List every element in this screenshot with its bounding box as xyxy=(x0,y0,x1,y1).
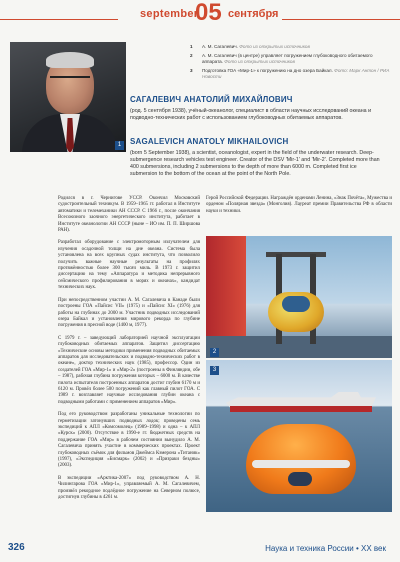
caption-source: Фото: Марк Антон / РИА Новости xyxy=(202,68,390,79)
header-rule-left xyxy=(0,19,118,20)
page-footer xyxy=(0,540,400,562)
portrait-photo xyxy=(10,42,126,152)
caption-number: 3 xyxy=(190,68,193,73)
header-rule-right xyxy=(282,19,400,20)
body-paragraph: Герой Российской Федерации. Награждён орденами Ленина, «Знак Почёта», Мужества и орденом «Полярная звезда» (Монголия). Лауреат премии Правительства РФ в области науки и техники. xyxy=(206,196,392,214)
person-bio-en: (born 5 September 1938), a scientist, oceanologist, expert in the field of the underwater research. Deep-submergence research vehicles test engineer. Creator of the DSV 'Mir-1' and 'Mir-2'. Completed more than 400 submersions, including 2 submersions to the depth of more than 6000 m. Completed first ice submersion to the bottom of the ocean at the point of the North Pole. xyxy=(130,150,380,177)
body-paragraph: В экспедиции «Арктика-2007» под руководством А. Н. Чилингарова ГОА «Мир-1», управляемый А. М. Сагалевичем, произвёл рекордное подлёдное погружение на Северном полюсе, достигнув глубины в 4261 м. xyxy=(58,475,200,501)
photo-submersible-launch xyxy=(206,236,392,358)
caption-source: Фото из открытых источников xyxy=(239,44,310,49)
body-paragraph: Родился в г. Чернигове УССР. Окончил Московский судостроительный техникум. В 1959–1965 гг. работал в Институте автоматики и телемеханики АН СССР. С 1966 г., после окончания Всесоюзного заочного энергетического института, работает в Институте океанологии АН СССР (ныне – ИО им. П. П. Ширшова РАН). xyxy=(58,196,200,234)
body-paragraph: Разработал оборудование с электромоторным излучателем для изучения осадочной толщи на дне океана. Система была установлена на всех крупных судах института, что позволило получить важные научные результаты на профилях протяжённостью более 300 тысяч миль. В 1973 г. защитил диссертацию на тему «Аппаратура и методика непрерывного сейсмического профилирования в морях и океанах», кандидат технических наук. xyxy=(58,240,200,291)
photo-submersible-baikal xyxy=(206,360,392,512)
person-bio-ru: (род. 5 сентября 1938), учёный-океанолог, специалист в области научных исследований океана и подводно-технических работ с использованием глубоководных обитаемых аппаратов. xyxy=(130,108,372,121)
caption-source: Фото из открытых источников xyxy=(224,59,295,64)
caption-number: 2 xyxy=(190,53,193,58)
caption-text: А. М. Сагалевич (в центре) управляет погружением глубоководного обитаемого аппарата. xyxy=(202,53,373,64)
header-month-en: september xyxy=(140,8,199,20)
body-column-right xyxy=(206,196,392,221)
photo-number-1: 1 xyxy=(115,141,124,150)
page-number: 326 xyxy=(8,542,25,553)
caption-number: 1 xyxy=(190,44,193,49)
body-column-left xyxy=(58,196,200,507)
caption-text: А. М. Сагалевич. xyxy=(202,44,240,49)
body-paragraph: С 1979 г. – заведующий лабораторией научной эксплуатации глубоководных обитаемых аппаратов. Защитил диссертацию «Технические основы методики применения подводных обитаемых аппаратов для исследовательских и подводно-технических работ в океане», доктор технических наук (1985), профессор. Один из создателей ГОА «Мир-1» и «Мир-2» (построены в Финляндии, обе – 1987), рабочая глубина погружения которых – 6000 м. В качестве пилота испытателя построенных аппаратов достиг глубин 6170 м и 6120 м. Провёл более 500 погружений как главный пилот ГОА. С 1989 г. возглавляет научные исследования глубин океана с подводными работами с применением аппаратов «Мир». xyxy=(58,335,200,405)
caption-item xyxy=(190,53,390,65)
person-name-ru: САГАЛЕВИЧ АНАТОЛИЙ МИХАЙЛОВИЧ xyxy=(130,95,293,104)
caption-text: Подготовка ГОА «Мир-1» к погружению на дно озера Байкал. xyxy=(202,68,335,73)
body-paragraph: Под его руководством разработаны уникальные технологии по герметизации затонувших подводных лодок; проведены семь экспедиций к АПЛ «Комсомолец» (1989–1998) и одна – к АПЛ «Курск» (2000). Отсутствие в 1990-е гг. бюджетных средств на поддержание ГОА «Мир» в рабочем состоянии вынудило А. М. Сагалевича принять участие в коммерческих проектах. Проект глубоководных съёмок для фильмов Джеймса Кэмерона «Титаник» (1997), «Экспедиция «Бисмарк» (2002) и «Призраки бездны» (2003). xyxy=(58,412,200,469)
header-month-ru: сентября xyxy=(228,8,279,20)
caption-item xyxy=(190,68,390,80)
page-header xyxy=(0,0,400,40)
header-day: 05 xyxy=(195,0,222,26)
body-paragraph: При непосредственном участии А. М. Сагалевича в Канаде были построены ГОА «Пайсис VII» (1975) и «Пайсис XI» (1976) для работы на глубинах до 2000 м. Участник подводных исследований озера Байкал и установления мирового рекорда по глубине погружения в пресной воде (1400 м, 1977). xyxy=(58,297,200,329)
photo-number-2: 2 xyxy=(210,348,219,357)
footer-title: Наука и техника России • XX век xyxy=(265,544,386,553)
person-name-en: SAGALEVICH ANATOLY MIKHAILOVICH xyxy=(130,137,289,146)
photo-number-3: 3 xyxy=(210,366,219,375)
caption-item xyxy=(190,44,390,50)
photo-captions xyxy=(190,44,390,83)
